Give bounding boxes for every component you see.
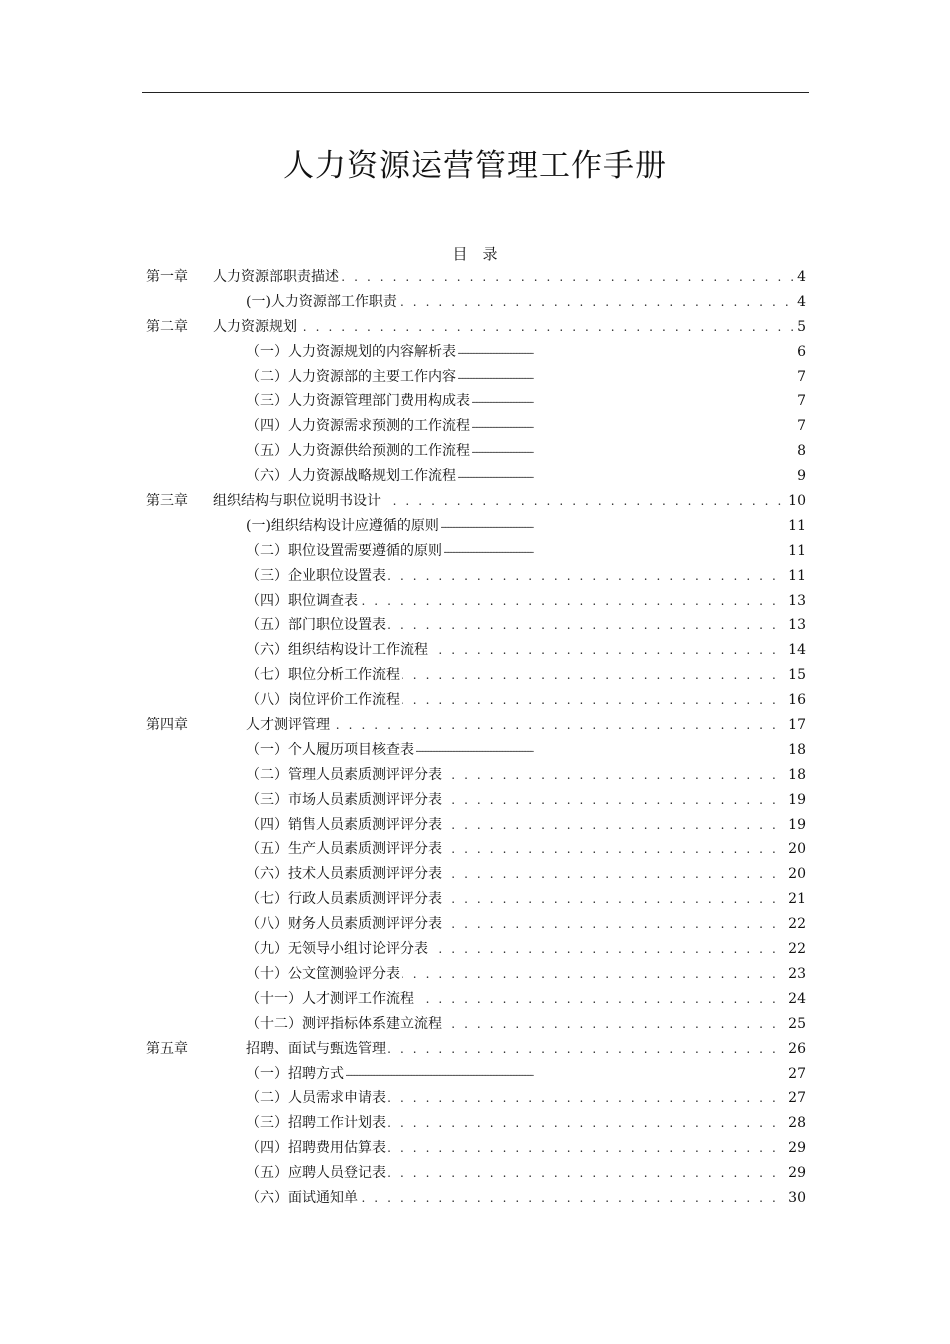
toc-section-entry[interactable]: [0, 788, 950, 813]
toc-section-entry[interactable]: [0, 340, 950, 365]
toc-page-number: 11: [766, 564, 806, 589]
toc-section-entry[interactable]: [0, 887, 950, 912]
toc-page-number: 30: [766, 1186, 806, 1211]
toc-section-entry[interactable]: [0, 389, 950, 414]
toc-entry-title: （十）公文筐测验评分表: [246, 962, 402, 987]
toc-entry-title: （八）财务人员素质测评评分表: [246, 912, 444, 937]
toc-page-number: 27: [766, 1086, 806, 1111]
toc-page-number: 9: [766, 464, 806, 489]
toc-page-number: 22: [766, 912, 806, 937]
toc-page-number: 23: [766, 962, 806, 987]
toc-entry-title: （六）人力资源战略规划工作流程: [246, 464, 458, 489]
toc-entry-title: 人才测评管理: [246, 713, 332, 738]
toc-chapter-entry[interactable]: [0, 489, 950, 514]
toc-page-number: 5: [766, 315, 806, 340]
toc-page-number: 24: [766, 987, 806, 1012]
toc-page-number: 17: [766, 713, 806, 738]
toc-page-number: 7: [766, 414, 806, 439]
toc-page-number: 8: [766, 439, 806, 464]
document-title: 人力资源运营管理工作手册: [283, 148, 667, 184]
toc-page-number: 19: [766, 813, 806, 838]
toc-section-entry[interactable]: [0, 1136, 950, 1161]
toc-entry-title: （五）应聘人员登记表: [246, 1161, 388, 1186]
toc-entry-title: （四）招聘费用估算表: [246, 1136, 388, 1161]
toc-section-entry[interactable]: [0, 638, 950, 663]
toc-section-entry[interactable]: [0, 1161, 950, 1186]
toc-section-entry[interactable]: [0, 962, 950, 987]
toc-entry-title: （七）行政人员素质测评评分表: [246, 887, 444, 912]
toc-page-number: 18: [766, 763, 806, 788]
toc-heading: 目 录: [452, 245, 498, 263]
toc-page-number: 13: [766, 589, 806, 614]
toc-section-entry[interactable]: [0, 837, 950, 862]
toc-entry-title: 招聘、面试与甄选管理: [246, 1037, 388, 1062]
toc-entry-title: （四）销售人员素质测评评分表: [246, 813, 444, 838]
toc-entry-title: （二）人力资源部的主要工作内容: [246, 365, 458, 390]
toc-section-entry[interactable]: [0, 514, 950, 539]
toc-entry-title: （五）生产人员素质测评评分表: [246, 837, 444, 862]
toc-page-number: 4: [766, 265, 806, 290]
toc-chapter-number: 第五章: [146, 1037, 190, 1062]
toc-page-number: 18: [766, 738, 806, 763]
toc-entry-title: 组织结构与职位说明书设计: [213, 489, 383, 514]
toc-entry-title: （二）人员需求申请表: [246, 1086, 388, 1111]
toc-entry-title: 人力资源规划: [213, 315, 299, 340]
toc-page-number: 11: [766, 539, 806, 564]
toc-page-number: 22: [766, 937, 806, 962]
toc-section-entry[interactable]: [0, 763, 950, 788]
toc-entry-title: （二）管理人员素质测评评分表: [246, 763, 444, 788]
toc-entry-title: （六）组织结构设计工作流程: [246, 638, 430, 663]
toc-page-number: 14: [766, 638, 806, 663]
toc-page-number: 7: [766, 365, 806, 390]
toc-page-number: 10: [766, 489, 806, 514]
toc-entry-title: （四）人力资源需求预测的工作流程: [246, 414, 472, 439]
toc-chapter-entry[interactable]: [0, 265, 950, 290]
toc-chapter-number: 第二章: [146, 315, 190, 340]
toc-section-entry[interactable]: [0, 1012, 950, 1037]
toc-entry-title: （十一）人才测评工作流程: [246, 987, 416, 1012]
toc-chapter-number: 第四章: [146, 713, 190, 738]
toc-entry-title: （一）招聘方式: [246, 1062, 346, 1087]
toc-section-entry[interactable]: [0, 414, 950, 439]
header-rule: [142, 92, 809, 93]
toc-page-number: 4: [766, 290, 806, 315]
toc-section-entry[interactable]: [0, 937, 950, 962]
toc-page-number: 28: [766, 1111, 806, 1136]
toc-page-number: 21: [766, 887, 806, 912]
toc-chapter-number: 第三章: [146, 489, 190, 514]
toc-page-number: 11: [766, 514, 806, 539]
toc-entry-title: （二）职位设置需要遵循的原则: [246, 539, 444, 564]
toc-section-entry[interactable]: [0, 290, 950, 315]
toc-section-entry[interactable]: [0, 365, 950, 390]
toc-entry-title: （四）职位调查表: [246, 589, 360, 614]
toc-section-entry[interactable]: [0, 613, 950, 638]
toc-section-entry[interactable]: [0, 539, 950, 564]
toc-section-entry[interactable]: [0, 987, 950, 1012]
toc-entry-title: (一)人力资源部工作职责: [246, 290, 399, 315]
toc-page-number: 13: [766, 613, 806, 638]
toc-entry-title: （九）无领导小组讨论评分表: [246, 937, 430, 962]
toc-chapter-entry[interactable]: [0, 315, 950, 340]
toc-entry-title: 人力资源部职责描述: [213, 265, 341, 290]
toc-section-entry[interactable]: [0, 1062, 950, 1087]
toc-chapter-number: 第一章: [146, 265, 190, 290]
toc-entry-title: （五）部门职位设置表: [246, 613, 388, 638]
toc-entry-title: （八）岗位评价工作流程: [246, 688, 402, 713]
toc-page-number: 25: [766, 1012, 806, 1037]
toc-page-number: 29: [766, 1161, 806, 1186]
toc-section-entry[interactable]: [0, 862, 950, 887]
toc-section-entry[interactable]: [0, 589, 950, 614]
toc-page-number: 16: [766, 688, 806, 713]
toc-dot-leader: [213, 315, 796, 340]
table-of-contents: [0, 265, 950, 1211]
toc-page-number: 6: [766, 340, 806, 365]
toc-section-entry[interactable]: [0, 1086, 950, 1111]
toc-section-entry[interactable]: [0, 813, 950, 838]
toc-section-entry[interactable]: [0, 688, 950, 713]
toc-entry-title: （七）职位分析工作流程: [246, 663, 402, 688]
toc-section-entry[interactable]: [0, 912, 950, 937]
toc-section-entry[interactable]: [0, 738, 950, 763]
toc-entry-title: （三）人力资源管理部门费用构成表: [246, 389, 472, 414]
toc-section-entry[interactable]: [0, 564, 950, 589]
toc-page-number: 29: [766, 1136, 806, 1161]
toc-entry-title: （五）人力资源供给预测的工作流程: [246, 439, 472, 464]
toc-section-entry[interactable]: [0, 663, 950, 688]
toc-entry-title: （六）技术人员素质测评评分表: [246, 862, 444, 887]
toc-chapter-entry[interactable]: [0, 1037, 950, 1062]
toc-page-number: 20: [766, 837, 806, 862]
toc-entry-title: (一)组织结构设计应遵循的原则: [246, 514, 441, 539]
toc-entry-title: （十二）测评指标体系建立流程: [246, 1012, 444, 1037]
toc-entry-title: （六）面试通知单: [246, 1186, 360, 1211]
toc-page-number: 19: [766, 788, 806, 813]
toc-entry-title: （一）个人履历项目核查表: [246, 738, 416, 763]
toc-page-number: 26: [766, 1037, 806, 1062]
toc-section-entry[interactable]: [0, 1111, 950, 1136]
toc-chapter-entry[interactable]: [0, 713, 950, 738]
toc-section-entry[interactable]: [0, 464, 950, 489]
toc-page-number: 7: [766, 389, 806, 414]
toc-entry-title: （三）企业职位设置表: [246, 564, 388, 589]
toc-page-number: 15: [766, 663, 806, 688]
toc-page-number: 20: [766, 862, 806, 887]
toc-entry-title: （三）市场人员素质测评评分表: [246, 788, 444, 813]
toc-section-entry[interactable]: [0, 1186, 950, 1211]
toc-section-entry[interactable]: [0, 439, 950, 464]
toc-entry-title: （三）招聘工作计划表: [246, 1111, 388, 1136]
toc-entry-title: （一）人力资源规划的内容解析表: [246, 340, 458, 365]
toc-page-number: 27: [766, 1062, 806, 1087]
